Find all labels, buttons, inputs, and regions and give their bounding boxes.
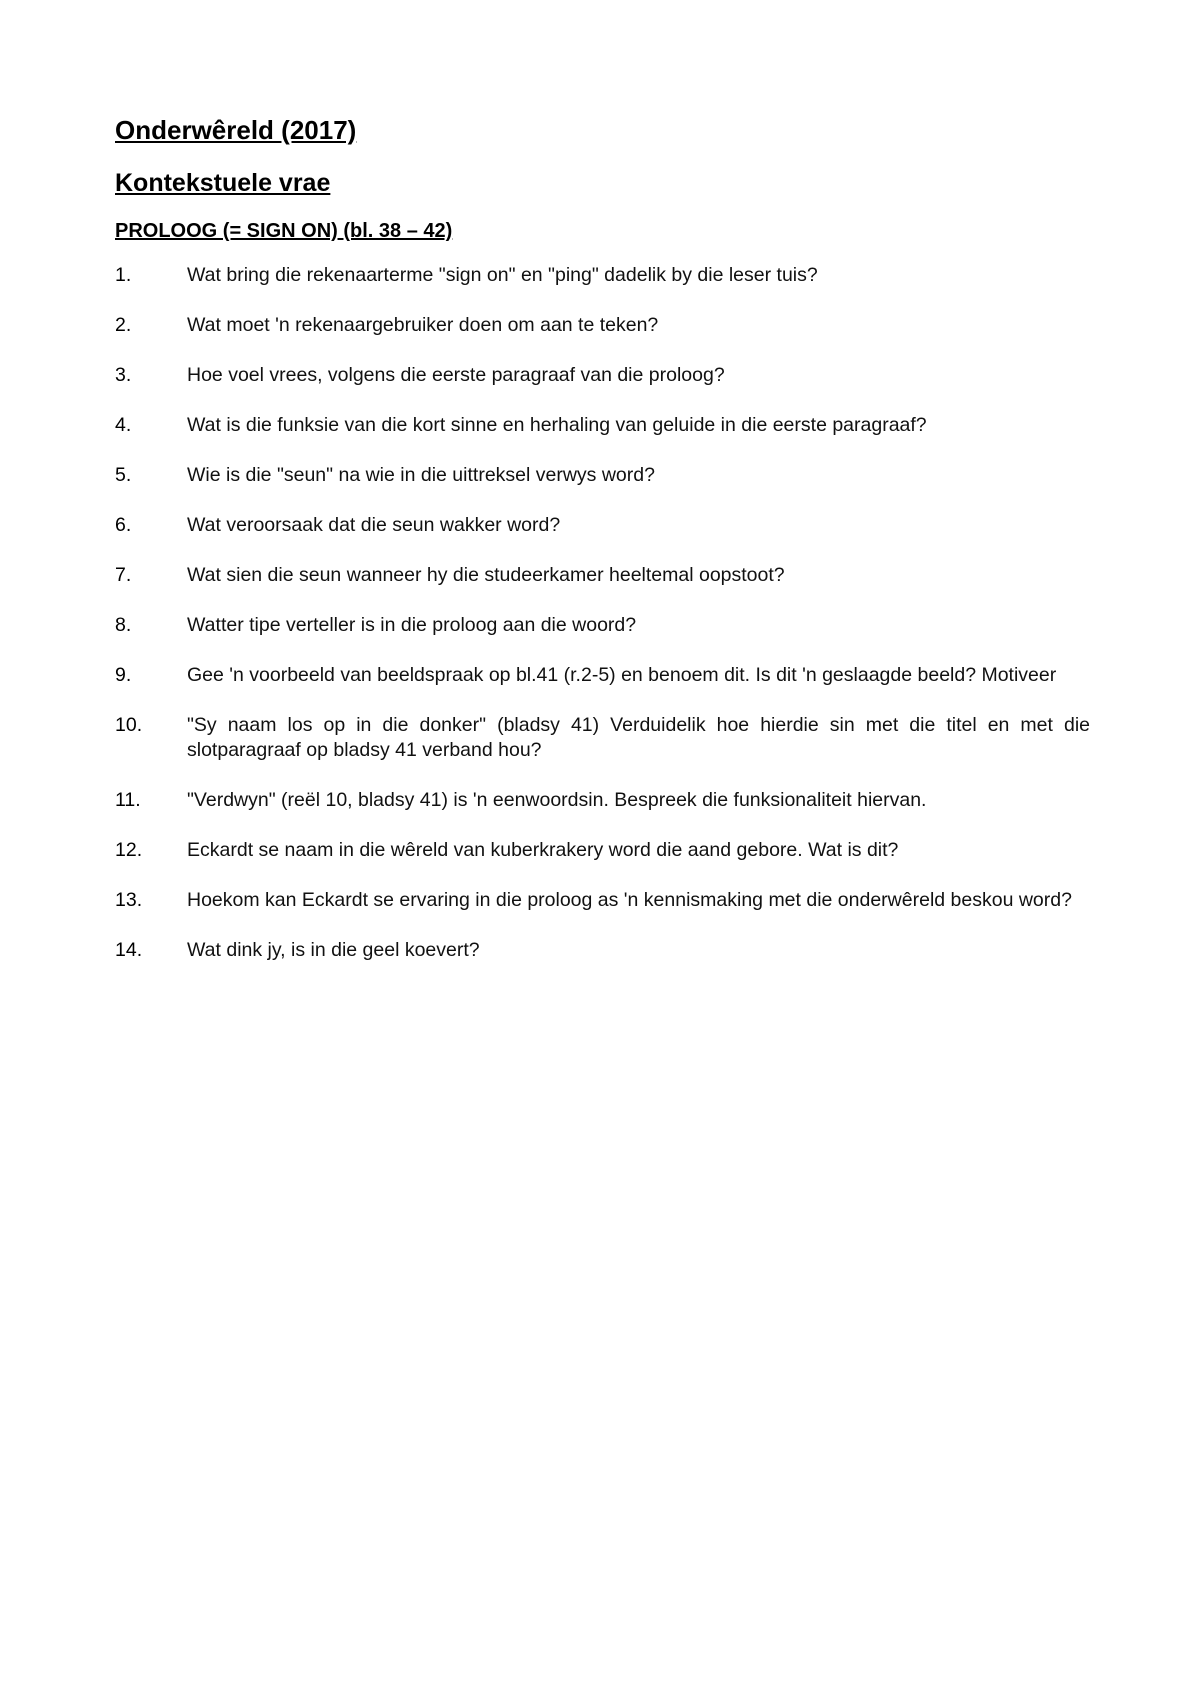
question-number: 3. bbox=[115, 364, 132, 386]
document-subtitle: Kontekstuele vrae bbox=[115, 169, 331, 197]
question-number: 9. bbox=[115, 664, 132, 686]
question-item bbox=[115, 838, 1090, 863]
question-text: Wat veroorsaak dat die seun wakker word? bbox=[187, 514, 561, 536]
question-item bbox=[115, 888, 1090, 913]
question-text: Watter tipe verteller is in die proloog aan die woord? bbox=[187, 614, 637, 636]
question-text: Hoe voel vrees, volgens die eerste paragraaf van die proloog? bbox=[187, 364, 725, 386]
document-title: Onderwêreld (2017) bbox=[115, 115, 357, 145]
question-item bbox=[115, 563, 1090, 588]
section-heading: PROLOOG (= SIGN ON) (bl. 38 – 42) bbox=[115, 220, 453, 242]
question-number: 8. bbox=[115, 614, 132, 636]
question-number: 11. bbox=[115, 789, 141, 811]
question-number: 6. bbox=[115, 514, 132, 536]
question-number: 14. bbox=[115, 939, 143, 961]
question-item bbox=[115, 363, 1090, 388]
question-text: Wat bring die rekenaarterme "sign on" en "ping" dadelik by die leser tuis? bbox=[187, 264, 818, 286]
question-text: Wat moet 'n rekenaargebruiker doen om aan te teken? bbox=[187, 314, 659, 336]
question-item bbox=[115, 413, 1090, 438]
question-number: 4. bbox=[115, 414, 132, 436]
question-item bbox=[115, 788, 1090, 813]
question-number: 2. bbox=[115, 314, 132, 336]
question-text: Hoekom kan Eckardt se ervaring in die proloog as 'n kennismaking met die onderwêreld beskou word? bbox=[187, 889, 1072, 911]
question-item bbox=[115, 663, 1090, 688]
question-item bbox=[115, 713, 1090, 763]
question-item bbox=[115, 513, 1090, 538]
question-text: Wat sien die seun wanneer hy die studeerkamer heeltemal oopstoot? bbox=[187, 564, 785, 586]
question-item bbox=[115, 613, 1090, 638]
question-number: 10. bbox=[115, 714, 143, 736]
question-text: Wat dink jy, is in die geel koevert? bbox=[187, 939, 480, 961]
question-number: 7. bbox=[115, 564, 132, 586]
question-item bbox=[115, 463, 1090, 488]
question-number: 5. bbox=[115, 464, 132, 486]
question-text: Gee 'n voorbeeld van beeldspraak op bl.41 (r.2-5) en benoem dit. Is dit 'n geslaagde beeld? Motiveer bbox=[187, 664, 1057, 686]
question-number: 1. bbox=[115, 264, 132, 286]
question-list bbox=[115, 263, 1090, 963]
question-text: Wie is die "seun" na wie in die uittreksel verwys word? bbox=[187, 464, 655, 486]
question-number: 13. bbox=[115, 889, 143, 911]
question-item bbox=[115, 938, 1090, 963]
question-text: "Verdwyn" (reël 10, bladsy 41) is 'n eenwoordsin. Bespreek die funksionaliteit hiervan. bbox=[187, 789, 927, 811]
question-item bbox=[115, 313, 1090, 338]
question-text: Wat is die funksie van die kort sinne en herhaling van geluide in die eerste paragraaf? bbox=[187, 414, 927, 436]
question-item bbox=[115, 263, 1090, 288]
question-text: Eckardt se naam in die wêreld van kuberkrakery word die aand gebore. Wat is dit? bbox=[187, 839, 899, 861]
question-number: 12. bbox=[115, 839, 143, 861]
question-text: "Sy naam los op in die donker" (bladsy 41) Verduidelik hoe hierdie sin met die titel en met die slotparagraaf op bladsy 41 verband hou? bbox=[187, 714, 1090, 761]
